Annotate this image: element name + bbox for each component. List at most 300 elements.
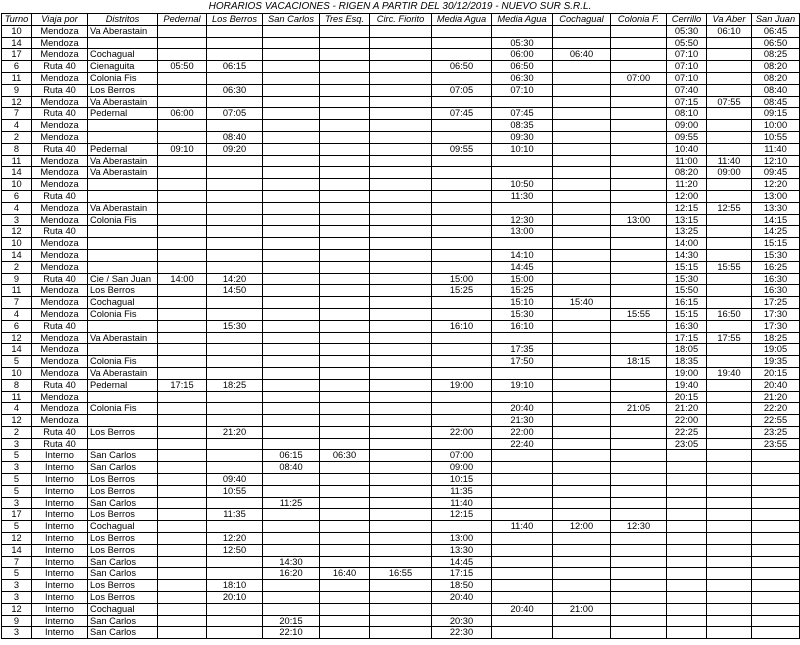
time-cell — [553, 143, 611, 155]
time-cell — [432, 131, 492, 143]
time-cell — [158, 367, 207, 379]
time-cell — [370, 356, 432, 368]
via-cell: Interno — [32, 627, 88, 639]
time-cell — [432, 438, 492, 450]
via-cell: Ruta 40 — [32, 61, 88, 73]
time-cell — [207, 155, 263, 167]
time-cell — [207, 556, 263, 568]
time-cell — [611, 25, 667, 37]
time-cell — [707, 120, 752, 132]
time-cell — [207, 627, 263, 639]
time-cell — [492, 155, 553, 167]
time-cell — [207, 603, 263, 615]
time-cell: 15:40 — [553, 297, 611, 309]
via-cell: Mendoza — [32, 49, 88, 61]
via-cell: Interno — [32, 568, 88, 580]
table-row — [2, 131, 800, 143]
via-cell: Mendoza — [32, 308, 88, 320]
table-row — [2, 238, 800, 250]
time-cell — [492, 96, 553, 108]
time-cell: 09:00 — [432, 462, 492, 474]
time-cell — [370, 592, 432, 604]
time-cell — [752, 474, 800, 486]
time-cell — [667, 521, 707, 533]
time-cell: 09:15 — [752, 108, 800, 120]
time-cell: 15:10 — [492, 297, 553, 309]
time-cell — [752, 568, 800, 580]
time-cell — [320, 84, 370, 96]
time-cell — [707, 238, 752, 250]
time-cell — [611, 509, 667, 521]
time-cell — [370, 214, 432, 226]
time-cell: 12:00 — [553, 521, 611, 533]
time-cell — [432, 167, 492, 179]
time-cell — [553, 627, 611, 639]
time-cell — [207, 297, 263, 309]
time-cell — [432, 49, 492, 61]
time-cell: 09:40 — [207, 474, 263, 486]
time-cell — [707, 379, 752, 391]
time-cell — [370, 556, 432, 568]
time-cell — [207, 497, 263, 509]
distrito-cell — [88, 131, 158, 143]
time-cell — [263, 108, 320, 120]
distrito-cell: Colonia Fis — [88, 356, 158, 368]
time-cell: 10:10 — [492, 143, 553, 155]
time-cell: 15:25 — [432, 285, 492, 297]
time-cell: 12:55 — [707, 202, 752, 214]
time-cell — [553, 202, 611, 214]
time-cell — [611, 462, 667, 474]
time-cell — [158, 580, 207, 592]
time-cell: 16:10 — [432, 320, 492, 332]
time-cell — [263, 84, 320, 96]
turno-cell: 3 — [2, 580, 32, 592]
time-cell — [158, 25, 207, 37]
time-cell — [370, 627, 432, 639]
time-cell: 08:20 — [752, 72, 800, 84]
via-cell: Mendoza — [32, 285, 88, 297]
turno-cell: 8 — [2, 143, 32, 155]
time-cell — [263, 367, 320, 379]
distrito-cell — [88, 249, 158, 261]
time-cell: 20:30 — [432, 615, 492, 627]
time-cell — [611, 249, 667, 261]
turno-cell: 14 — [2, 344, 32, 356]
time-cell — [370, 450, 432, 462]
time-cell — [158, 261, 207, 273]
time-cell — [553, 61, 611, 73]
turno-cell: 7 — [2, 108, 32, 120]
time-cell: 14:30 — [667, 249, 707, 261]
via-cell: Interno — [32, 544, 88, 556]
time-cell: 22:30 — [432, 627, 492, 639]
time-cell — [432, 179, 492, 191]
time-cell — [320, 521, 370, 533]
time-cell — [320, 438, 370, 450]
distrito-cell: Pedernal — [88, 143, 158, 155]
time-cell — [752, 627, 800, 639]
table-row — [2, 426, 800, 438]
time-cell — [492, 450, 553, 462]
time-cell — [370, 544, 432, 556]
time-cell — [158, 320, 207, 332]
distrito-cell: Cochagual — [88, 49, 158, 61]
time-cell — [752, 450, 800, 462]
time-cell: 13:00 — [752, 190, 800, 202]
time-cell: 08:20 — [752, 61, 800, 73]
turno-cell: 14 — [2, 249, 32, 261]
time-cell: 08:35 — [492, 120, 553, 132]
via-cell: Mendoza — [32, 131, 88, 143]
time-cell — [158, 568, 207, 580]
turno-cell: 3 — [2, 438, 32, 450]
table-row — [2, 202, 800, 214]
turno-cell: 9 — [2, 615, 32, 627]
turno-cell: 3 — [2, 214, 32, 226]
distrito-cell: Cochagual — [88, 521, 158, 533]
turno-cell: 12 — [2, 96, 32, 108]
time-cell: 11:40 — [707, 155, 752, 167]
time-cell — [707, 438, 752, 450]
time-cell: 09:20 — [207, 143, 263, 155]
time-cell — [320, 603, 370, 615]
time-cell — [492, 485, 553, 497]
distrito-cell — [88, 190, 158, 202]
time-cell — [432, 190, 492, 202]
turno-cell: 17 — [2, 509, 32, 521]
time-cell: 12:20 — [752, 179, 800, 191]
time-cell — [553, 72, 611, 84]
time-cell — [207, 344, 263, 356]
distrito-cell: Colonia Fis — [88, 72, 158, 84]
time-cell: 06:15 — [263, 450, 320, 462]
via-cell: Mendoza — [32, 179, 88, 191]
distrito-cell: San Carlos — [88, 556, 158, 568]
time-cell: 06:00 — [158, 108, 207, 120]
time-cell — [707, 474, 752, 486]
time-cell — [320, 592, 370, 604]
via-cell: Mendoza — [32, 332, 88, 344]
distrito-cell: Va Aberastain — [88, 332, 158, 344]
turno-cell: 5 — [2, 485, 32, 497]
time-cell: 23:25 — [752, 426, 800, 438]
time-cell — [492, 615, 553, 627]
time-cell: 11:40 — [492, 521, 553, 533]
time-cell — [370, 308, 432, 320]
column-header: Circ. Fiorito — [370, 14, 432, 26]
time-cell: 10:55 — [752, 131, 800, 143]
time-cell — [553, 615, 611, 627]
time-cell: 23:05 — [667, 438, 707, 450]
time-cell — [611, 226, 667, 238]
time-cell: 14:10 — [492, 249, 553, 261]
column-header: Colonia F. — [611, 14, 667, 26]
time-cell — [158, 179, 207, 191]
time-cell — [553, 367, 611, 379]
distrito-cell: Los Berros — [88, 509, 158, 521]
time-cell — [207, 615, 263, 627]
time-cell: 07:10 — [667, 49, 707, 61]
time-cell: 10:50 — [492, 179, 553, 191]
time-cell — [553, 308, 611, 320]
time-cell — [553, 438, 611, 450]
turno-cell: 11 — [2, 72, 32, 84]
distrito-cell: Cie / San Juan — [88, 273, 158, 285]
time-cell: 07:40 — [667, 84, 707, 96]
turno-cell: 5 — [2, 356, 32, 368]
via-cell: Ruta 40 — [32, 438, 88, 450]
via-cell: Interno — [32, 580, 88, 592]
time-cell — [611, 179, 667, 191]
time-cell — [370, 120, 432, 132]
time-cell: 15:30 — [207, 320, 263, 332]
time-cell — [432, 356, 492, 368]
table-row — [2, 521, 800, 533]
via-cell: Interno — [32, 556, 88, 568]
time-cell — [370, 521, 432, 533]
time-cell — [707, 273, 752, 285]
time-cell — [667, 627, 707, 639]
time-cell: 07:05 — [207, 108, 263, 120]
time-cell: 18:05 — [667, 344, 707, 356]
time-cell — [370, 438, 432, 450]
time-cell — [263, 379, 320, 391]
time-cell — [263, 356, 320, 368]
distrito-cell — [88, 261, 158, 273]
time-cell: 06:30 — [320, 450, 370, 462]
time-cell — [370, 497, 432, 509]
time-cell — [207, 308, 263, 320]
time-cell — [492, 238, 553, 250]
via-cell: Interno — [32, 521, 88, 533]
column-header: Los Berros — [207, 14, 263, 26]
time-cell — [492, 580, 553, 592]
turno-cell: 6 — [2, 320, 32, 332]
time-cell: 07:55 — [707, 96, 752, 108]
turno-cell: 5 — [2, 521, 32, 533]
via-cell: Interno — [32, 509, 88, 521]
time-cell — [667, 568, 707, 580]
time-cell — [492, 474, 553, 486]
table-row — [2, 61, 800, 73]
time-cell: 17:50 — [492, 356, 553, 368]
time-cell — [432, 214, 492, 226]
time-cell — [370, 238, 432, 250]
time-cell — [611, 49, 667, 61]
time-cell — [707, 61, 752, 73]
time-cell — [707, 356, 752, 368]
time-cell — [320, 285, 370, 297]
table-row — [2, 415, 800, 427]
table-row — [2, 190, 800, 202]
time-cell — [370, 61, 432, 73]
time-cell — [492, 367, 553, 379]
via-cell: Interno — [32, 474, 88, 486]
time-cell — [263, 96, 320, 108]
table-row — [2, 603, 800, 615]
table-row — [2, 49, 800, 61]
time-cell: 09:30 — [492, 131, 553, 143]
time-cell — [263, 592, 320, 604]
via-cell: Interno — [32, 450, 88, 462]
time-cell — [492, 533, 553, 545]
distrito-cell: Pedernal — [88, 108, 158, 120]
time-cell — [553, 238, 611, 250]
via-cell: Mendoza — [32, 403, 88, 415]
time-cell — [158, 521, 207, 533]
time-cell: 13:00 — [432, 533, 492, 545]
time-cell — [553, 509, 611, 521]
via-cell: Mendoza — [32, 37, 88, 49]
table-row — [2, 249, 800, 261]
table-row — [2, 285, 800, 297]
time-cell — [263, 238, 320, 250]
distrito-cell: Los Berros — [88, 485, 158, 497]
time-cell: 06:50 — [752, 37, 800, 49]
time-cell — [667, 556, 707, 568]
distrito-cell: Colonia Fis — [88, 308, 158, 320]
time-cell — [320, 131, 370, 143]
time-cell — [611, 592, 667, 604]
time-cell — [263, 37, 320, 49]
time-cell — [263, 273, 320, 285]
time-cell: 06:30 — [207, 84, 263, 96]
time-cell — [370, 367, 432, 379]
time-cell: 17:55 — [707, 332, 752, 344]
table-row — [2, 568, 800, 580]
time-cell — [320, 320, 370, 332]
time-cell: 20:40 — [492, 403, 553, 415]
time-cell — [611, 84, 667, 96]
table-row — [2, 96, 800, 108]
time-cell — [667, 450, 707, 462]
time-cell — [667, 592, 707, 604]
time-cell — [158, 332, 207, 344]
time-cell — [320, 544, 370, 556]
time-cell — [553, 497, 611, 509]
time-cell — [158, 120, 207, 132]
time-cell — [370, 37, 432, 49]
time-cell — [611, 261, 667, 273]
table-row — [2, 108, 800, 120]
time-cell — [320, 143, 370, 155]
time-cell: 20:40 — [492, 603, 553, 615]
time-cell: 12:50 — [207, 544, 263, 556]
time-cell: 05:50 — [158, 61, 207, 73]
distrito-cell — [88, 37, 158, 49]
turno-cell: 3 — [2, 462, 32, 474]
table-row — [2, 320, 800, 332]
time-cell — [207, 403, 263, 415]
time-cell: 19:35 — [752, 356, 800, 368]
time-cell — [370, 84, 432, 96]
time-cell — [707, 592, 752, 604]
time-cell: 10:40 — [667, 143, 707, 155]
time-cell — [707, 131, 752, 143]
time-cell: 17:15 — [667, 332, 707, 344]
time-cell — [553, 37, 611, 49]
time-cell — [158, 238, 207, 250]
time-cell — [611, 285, 667, 297]
via-cell: Ruta 40 — [32, 143, 88, 155]
time-cell — [158, 485, 207, 497]
time-cell: 16:50 — [707, 308, 752, 320]
time-cell — [553, 179, 611, 191]
time-cell — [611, 533, 667, 545]
time-cell — [320, 108, 370, 120]
via-cell: Mendoza — [32, 72, 88, 84]
time-cell: 07:10 — [667, 72, 707, 84]
time-cell: 15:00 — [492, 273, 553, 285]
turno-cell: 12 — [2, 415, 32, 427]
time-cell — [207, 568, 263, 580]
time-cell — [263, 509, 320, 521]
via-cell: Mendoza — [32, 297, 88, 309]
table-row — [2, 509, 800, 521]
time-cell — [263, 485, 320, 497]
time-cell — [370, 49, 432, 61]
time-cell — [207, 438, 263, 450]
via-cell: Ruta 40 — [32, 426, 88, 438]
time-cell — [158, 556, 207, 568]
time-cell — [707, 521, 752, 533]
time-cell — [707, 179, 752, 191]
time-cell — [553, 96, 611, 108]
column-header: Tres Esq. — [320, 14, 370, 26]
time-cell — [707, 415, 752, 427]
time-cell: 07:15 — [667, 96, 707, 108]
time-cell — [320, 72, 370, 84]
time-cell — [553, 474, 611, 486]
time-cell — [432, 96, 492, 108]
time-cell — [370, 379, 432, 391]
time-cell — [553, 190, 611, 202]
time-cell — [707, 580, 752, 592]
time-cell — [611, 143, 667, 155]
time-cell — [263, 131, 320, 143]
time-cell: 07:00 — [611, 72, 667, 84]
time-cell — [320, 497, 370, 509]
distrito-cell: San Carlos — [88, 450, 158, 462]
time-cell — [320, 356, 370, 368]
time-cell — [207, 179, 263, 191]
table-row — [2, 72, 800, 84]
distrito-cell: Los Berros — [88, 580, 158, 592]
via-cell: Mendoza — [32, 238, 88, 250]
time-cell — [263, 190, 320, 202]
time-cell — [263, 249, 320, 261]
column-header: Va Aber — [707, 14, 752, 26]
time-cell — [667, 603, 707, 615]
time-cell — [370, 202, 432, 214]
time-cell — [492, 556, 553, 568]
time-cell — [320, 462, 370, 474]
table-row — [2, 120, 800, 132]
time-cell — [707, 391, 752, 403]
time-cell — [553, 131, 611, 143]
time-cell — [158, 356, 207, 368]
time-cell — [553, 261, 611, 273]
time-cell: 09:55 — [667, 131, 707, 143]
time-cell — [158, 592, 207, 604]
time-cell — [667, 615, 707, 627]
time-cell: 18:25 — [207, 379, 263, 391]
via-cell: Interno — [32, 533, 88, 545]
distrito-cell — [88, 179, 158, 191]
time-cell: 08:25 — [752, 49, 800, 61]
time-cell — [432, 72, 492, 84]
